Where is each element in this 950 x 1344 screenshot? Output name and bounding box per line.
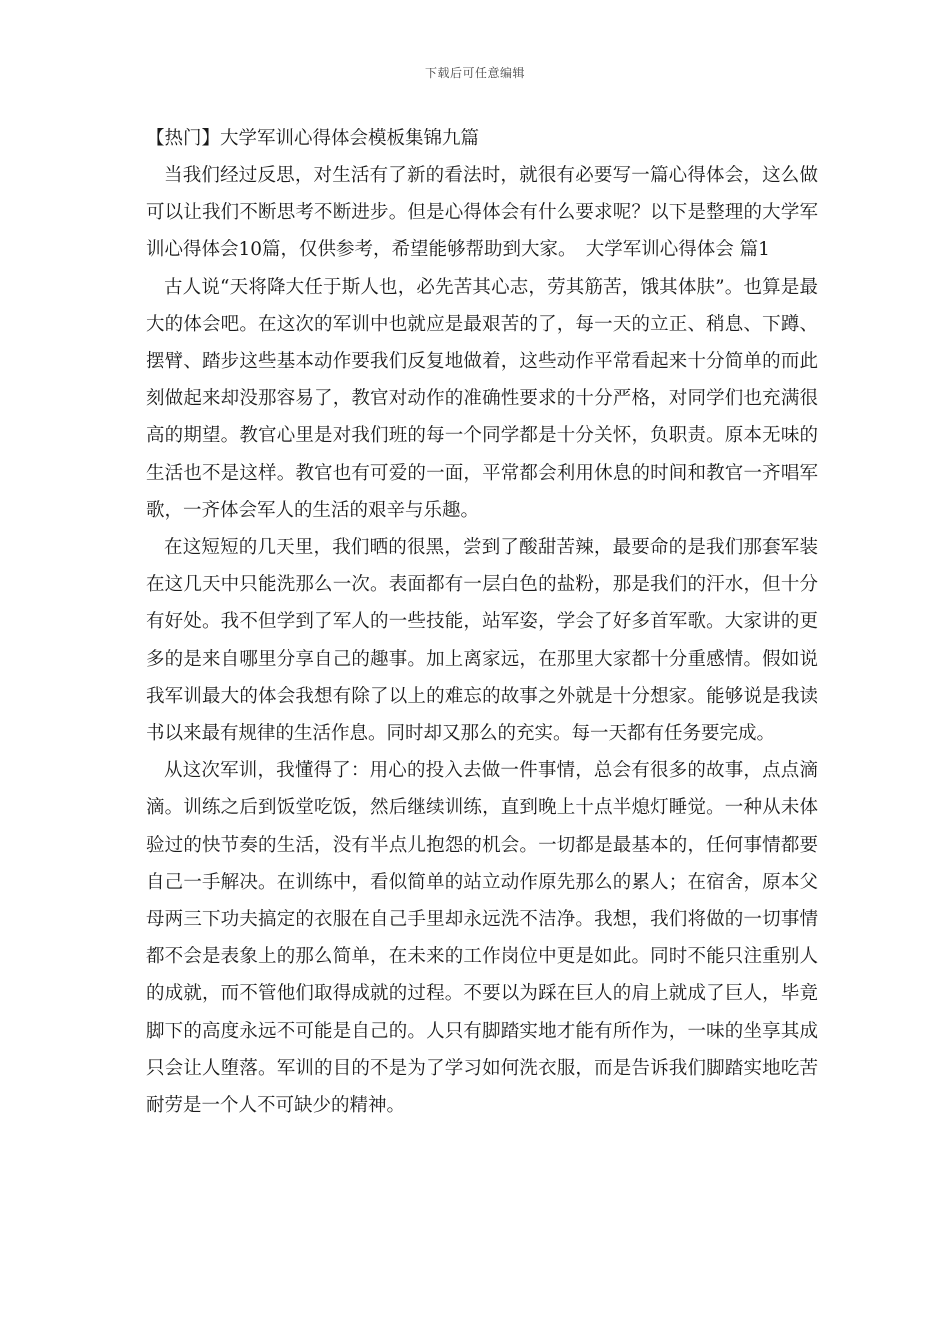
paragraph-intro: 当我们经过反思，对生活有了新的看法时，就很有必要写一篇心得体会，这么做可以让我们不断思考不断进步。但是心得体会有什么要求呢？以下是整理的大学军训心得体会10篇，仅供参考，希望能够帮助到大家。 大学军训心得体会 篇1	[146, 165, 818, 261]
paragraph-2: 在这短短的几天里，我们晒的很黑，尝到了酸甜苦辣，最要命的是我们那套军装在这几天中只能洗那么一次。表面都有一层白色的盐粉，那是我们的汗水，但十分有好处。我不但学到了军人的一些技能，站军姿，学会了好多首军歌。大家讲的更多的是来自哪里分享自己的趣事。加上离家远，在那里大家都十分重感情。假如说我军训最大的体会我想有除了以上的难忘的故事之外就是十分想家。能够说是我读书以来最有规律的生活作息。同时却又那么的充实。每一天都有任务要完成。	[146, 537, 818, 745]
paragraph-1: 古人说“天将降大任于斯人也，必先苦其心志，劳其筋苦，饿其体肤”。也算是最大的体会吧。在这次的军训中也就应是最艰苦的了，每一天的立正、稍息、下蹲、摆臂、踏步这些基本动作要我们反复地做着，这些动作平常看起来十分简单的而此刻做起来却没那容易了，教官对动作的准确性要求的十分严格，对同学们也充满很高的期望。教官心里是对我们班的每一个同学都是十分关怀，负职责。原本无味的生活也不是这样。教官也有可爱的一面，平常都会利用休息的时间和教官一齐唱军歌，一齐体会军人的生活的艰辛与乐趣。	[146, 276, 818, 521]
header-note: 下载后可任意编辑	[424, 66, 525, 80]
paragraph-3: 从这次军训，我懂得了：用心的投入去做一件事情，总会有很多的故事，点点滴滴。训练之后到饭堂吃饭，然后继续训练，直到晚上十点半熄灯睡觉。一种从未体验过的快节奏的生活，没有半点儿抱怨的机会。一切都是最基本的，任何事情都要自己一手解决。在训练中，看似简单的站立动作原先那么的累人；在宿舍，原本父母两三下功夫搞定的衣服在自己手里却永远洗不洁净。我想，我们将做的一切事情都不会是表象上的那么简单，在未来的工作岗位中更是如此。同时不能只注重别人的成就，而不管他们取得成就的过程。不要以为踩在巨人的肩上就成了巨人，毕竟脚下的高度永远不可能是自己的。人只有脚踏实地才能有所作为，一味的坐享其成只会让人堕落。军训的目的不是为了学习如何洗衣服，而是告诉我们脚踏实地吃苦耐劳是一个人不可缺少的精神。	[146, 760, 818, 1117]
document-title: 【热门】大学军训心得体会模板集锦九篇	[146, 128, 480, 149]
document-body	[146, 120, 818, 1124]
